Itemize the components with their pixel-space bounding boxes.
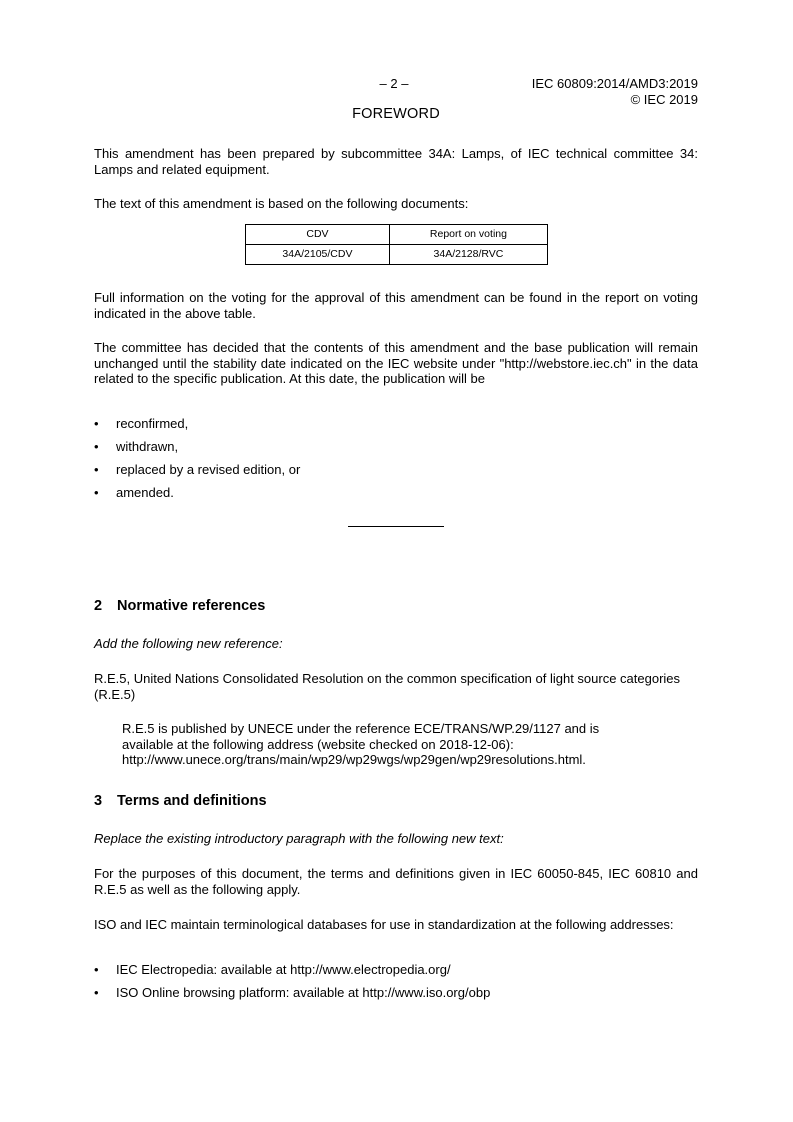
table-header-cell: Report on voting: [389, 225, 547, 245]
table-cell: 34A/2105/CDV: [246, 245, 390, 265]
section-3-instruction: Replace the existing introductory paragraph with the following new text:: [94, 831, 504, 846]
bullet-icon: •: [94, 439, 99, 454]
bullet-icon: •: [94, 485, 99, 500]
table-header-cell: CDV: [246, 225, 390, 245]
list-item: • replaced by a revised edition, or: [94, 462, 301, 477]
reference-note-line: available at the following address (website checked on 2018-12-06):: [122, 736, 514, 752]
list-item: • amended.: [94, 485, 174, 500]
foreword-paragraph-2: The text of this amendment is based on the following documents:: [94, 196, 469, 211]
foreword-paragraph-1: This amendment has been prepared by subcommittee 34A: Lamps, of IEC technical committee 34: Lamps and related equipment.: [94, 146, 698, 177]
section-3-paragraph-1: For the purposes of this document, the terms and definitions given in IEC 60050-845, IEC 60810 and R.E.5 as well as the following apply.: [94, 866, 698, 897]
publication-status-list: [94, 416, 698, 508]
section-number: 3: [94, 793, 103, 809]
bullet-icon: •: [94, 462, 99, 477]
document-page: [94, 0, 698, 1122]
document-id: IEC 60809:2014/AMD3:2019: [531, 76, 698, 91]
bullet-icon: •: [94, 962, 99, 977]
list-item: • ISO Online browsing platform: available at http://www.iso.org/obp: [94, 985, 491, 1000]
list-item: • IEC Electropedia: available at http://www.electropedia.org/: [94, 962, 451, 977]
section-separator: [348, 526, 444, 527]
list-item: • reconfirmed,: [94, 416, 189, 431]
section-3-heading: [94, 794, 267, 810]
terminology-database-list: [94, 962, 698, 1008]
reference-note: [122, 721, 698, 768]
document-reference: [532, 76, 698, 107]
voting-documents-table: [245, 224, 548, 265]
section-title: Normative references: [117, 598, 266, 614]
page-number: – 2 –: [379, 76, 409, 91]
foreword-paragraph-4: The committee has decided that the contents of this amendment and the base publication will remain unchanged until the stability date indicated on the IEC website under "http://webstore.iec.ch" in the data related to the specific publication. At this date, the publication will be: [94, 340, 698, 386]
list-item: • withdrawn,: [94, 439, 179, 454]
section-2-heading: [94, 599, 265, 615]
section-3-paragraph-2: ISO and IEC maintain terminological databases for use in standardization at the following addresses:: [94, 917, 674, 932]
table-row: [246, 245, 548, 265]
foreword-paragraph-3: Full information on the voting for the approval of this amendment can be found in the report on voting indicated in the above table.: [94, 290, 698, 321]
section-2-instruction: Add the following new reference:: [94, 636, 283, 651]
copyright-line: © IEC 2019: [630, 91, 698, 107]
section-number: 2: [94, 598, 103, 614]
table-cell: 34A/2128/RVC: [389, 245, 547, 265]
bullet-icon: •: [94, 985, 99, 1000]
reference-note-url: http://www.unece.org/trans/main/wp29/wp29wgs/wp29gen/wp29resolutions.html.: [122, 752, 586, 767]
foreword-title: FOREWORD: [352, 106, 440, 122]
reference-note-line: R.E.5 is published by UNECE under the reference ECE/TRANS/WP.29/1127 and is: [122, 721, 600, 736]
bullet-icon: •: [94, 416, 99, 431]
section-title: Terms and definitions: [117, 793, 267, 809]
normative-reference-entry: R.E.5, United Nations Consolidated Resolution on the common specification of light source categories (R.E.5): [94, 671, 681, 702]
table-header-row: [246, 225, 548, 245]
